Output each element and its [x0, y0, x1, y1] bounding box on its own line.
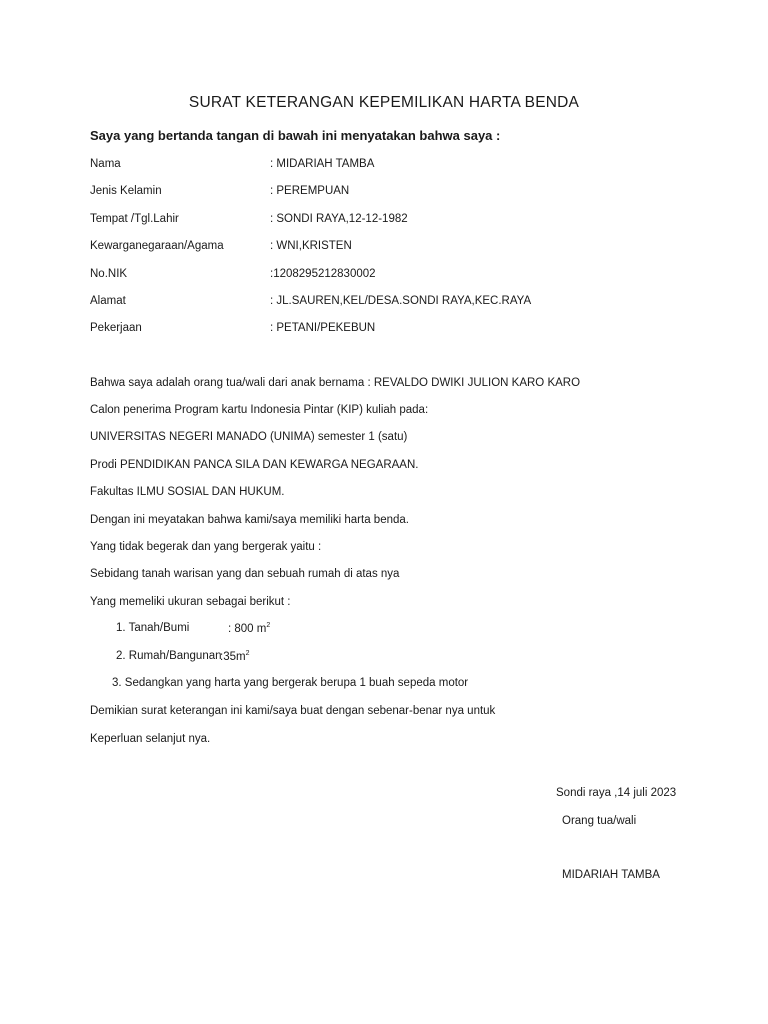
- field-label: Alamat: [90, 295, 126, 307]
- paragraph: UNIVERSITAS NEGERI MANADO (UNIMA) semester 1 (satu): [90, 431, 408, 443]
- field-value: : JL.SAUREN,KEL/DESA.SONDI RAYA,KEC.RAYA: [270, 295, 532, 307]
- field-label: Jenis Kelamin: [90, 185, 162, 197]
- closing-paragraph: Demikian surat keterangan ini kami/saya buat dengan sebenar-benar nya untuk: [90, 705, 496, 717]
- list-number: 2.: [116, 650, 126, 662]
- paragraph: Fakultas ILMU SOSIAL DAN HUKUM.: [90, 486, 285, 498]
- field-label: Kewarganegaraan/Agama: [90, 240, 224, 252]
- list-number: 3.: [112, 677, 122, 689]
- list-value: [220, 650, 249, 663]
- list-value-text: : 800 m: [228, 623, 267, 635]
- field-label: Pekerjaan: [90, 322, 142, 334]
- paragraph: Yang memeliki ukuran sebagai berikut :: [90, 596, 291, 608]
- field-label: No.NIK: [90, 268, 128, 280]
- field-value: : PETANI/PEKEBUN: [270, 322, 376, 334]
- list-value: [228, 622, 270, 635]
- paragraph: Sebidang tanah warisan yang dan sebuah rumah di atas nya: [90, 568, 400, 580]
- paragraph: Dengan ini meyatakan bahwa kami/saya memiliki harta benda.: [90, 514, 409, 526]
- document-title: SURAT KETERANGAN KEPEMILIKAN HARTA BENDA: [188, 94, 580, 111]
- list-item: [116, 622, 189, 634]
- list-label: Tanah/Bumi: [128, 622, 190, 634]
- list-item: [116, 650, 222, 662]
- closing-paragraph: Keperluan selanjut nya.: [90, 733, 211, 745]
- intro-statement: Saya yang bertanda tangan di bawah ini menyatakan bahwa saya :: [90, 128, 501, 143]
- field-value: : MIDARIAH TAMBA: [270, 158, 375, 170]
- list-number: 1.: [116, 622, 126, 634]
- list-item: [112, 677, 468, 689]
- field-label: Tempat /Tgl.Lahir: [90, 213, 179, 225]
- signature-place-date: Sondi raya ,14 juli 2023: [556, 787, 677, 799]
- field-value: : WNI,KRISTEN: [270, 240, 352, 252]
- list-label: Sedangkan yang harta yang bergerak berupa 1 buah sepeda motor: [124, 677, 469, 689]
- field-label: Nama: [90, 158, 121, 170]
- paragraph: Prodi PENDIDIKAN PANCA SILA DAN KEWARGA NEGARAAN.: [90, 459, 419, 471]
- field-value: :1208295212830002: [270, 268, 376, 280]
- field-value: : SONDI RAYA,12-12-1982: [270, 213, 408, 225]
- paragraph: Yang tidak begerak dan yang bergerak yaitu :: [90, 541, 322, 553]
- signature-role: Orang tua/wali: [562, 815, 637, 827]
- superscript: 2: [266, 622, 271, 629]
- signature-name: MIDARIAH TAMBA: [562, 869, 660, 881]
- superscript: 2: [245, 650, 250, 657]
- list-value-text: :35m: [220, 651, 246, 663]
- paragraph: Calon penerima Program kartu Indonesia Pintar (KIP) kuliah pada:: [90, 404, 429, 416]
- field-value: : PEREMPUAN: [270, 185, 350, 197]
- list-label: Rumah/Bangunan: [128, 650, 222, 662]
- paragraph: Bahwa saya adalah orang tua/wali dari anak bernama : REVALDO DWIKI JULION KARO KARO: [90, 377, 581, 389]
